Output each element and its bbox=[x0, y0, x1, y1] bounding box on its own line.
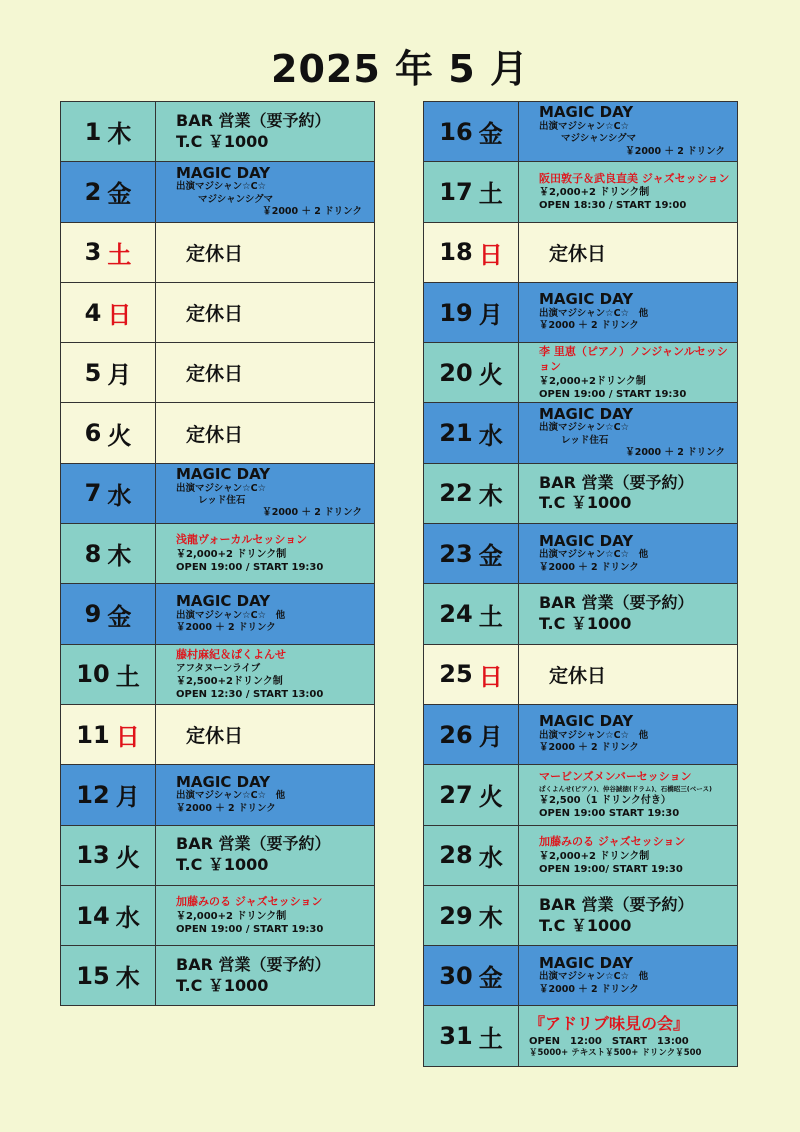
price: ￥2,000+2 ドリンク制 bbox=[539, 850, 650, 862]
closed-label: 定休日 bbox=[186, 242, 244, 265]
day-number: 23 bbox=[439, 539, 473, 568]
event-title: 加藤みのる ジャズセッション bbox=[176, 895, 323, 909]
date-cell bbox=[61, 223, 156, 282]
event-cell bbox=[519, 524, 737, 583]
schedule-row bbox=[60, 342, 375, 403]
day-number: 14 bbox=[76, 901, 110, 930]
price: ￥2000 ＋ 2 ドリンク bbox=[176, 802, 276, 814]
date-cell bbox=[424, 283, 519, 342]
weekday: 木 bbox=[107, 120, 132, 149]
event-title: 加藤みのる ジャズセッション bbox=[539, 834, 686, 848]
event-title: BAR 営業（要予約） bbox=[176, 110, 331, 130]
day-number: 13 bbox=[76, 841, 110, 870]
weekday: 土 bbox=[107, 240, 132, 269]
event-charge: T.C ￥1000 bbox=[176, 855, 269, 875]
date-cell bbox=[61, 343, 156, 402]
date-cell bbox=[424, 886, 519, 945]
date-cell bbox=[424, 705, 519, 764]
event-title: MAGIC DAY bbox=[539, 531, 634, 550]
closed-label: 定休日 bbox=[186, 423, 244, 446]
event-title: 李 里恵（ピアノ）ノンジャンルセッション bbox=[539, 344, 728, 373]
schedule-column-right bbox=[423, 101, 738, 1067]
date-cell bbox=[424, 464, 519, 523]
day-number: 12 bbox=[76, 780, 110, 809]
weekday: 水 bbox=[478, 421, 503, 450]
schedule-row bbox=[423, 945, 738, 1006]
date-cell bbox=[424, 946, 519, 1005]
event-cell bbox=[156, 464, 374, 523]
event-title: MAGIC DAY bbox=[539, 103, 634, 122]
event-title: MAGIC DAY bbox=[176, 465, 271, 484]
price: ￥2000 ＋ 2 ドリンク bbox=[262, 507, 362, 519]
day-number: 9 bbox=[84, 600, 102, 629]
day-number: 17 bbox=[439, 177, 473, 206]
open-start-time: OPEN 19:00 / START 19:30 bbox=[539, 388, 687, 400]
event-title: BAR 営業（要予約） bbox=[539, 472, 694, 492]
event-cell bbox=[156, 645, 374, 704]
price: ￥2,000+2 ドリンク制 bbox=[176, 910, 287, 922]
weekday: 火 bbox=[478, 361, 503, 390]
price: ￥2000 ＋ 2 ドリンク bbox=[262, 205, 362, 217]
closed-label: 定休日 bbox=[186, 303, 244, 326]
performers: 出演マジシャン☆C☆ bbox=[176, 181, 267, 193]
weekday: 日 bbox=[478, 662, 503, 691]
schedule-row bbox=[423, 704, 738, 765]
schedule-row bbox=[60, 523, 375, 584]
event-cell bbox=[519, 1006, 737, 1065]
performers: 出演マジシャン☆C☆ 他 bbox=[176, 609, 286, 621]
day-number: 4 bbox=[84, 298, 102, 327]
event-cell bbox=[156, 886, 374, 945]
date-cell bbox=[61, 584, 156, 643]
price: ￥2,000+2 ドリンク制 bbox=[539, 187, 650, 199]
event-cell bbox=[519, 584, 737, 643]
price: ￥5000+ テキスト￥500+ ドリンク￥500 bbox=[529, 1047, 702, 1058]
schedule-row bbox=[60, 222, 375, 283]
date-cell bbox=[61, 705, 156, 764]
open-start-time: OPEN 19:00 / START 19:30 bbox=[176, 923, 324, 935]
price: ￥2,000+2 ドリンク制 bbox=[176, 549, 287, 561]
price: ￥2000 ＋ 2 ドリンク bbox=[539, 320, 639, 332]
schedule-row bbox=[60, 101, 375, 162]
open-start-time: OPEN 12:00 START 13:00 bbox=[529, 1035, 689, 1047]
event-cell bbox=[519, 403, 737, 462]
event-cell bbox=[519, 223, 737, 282]
schedule-row bbox=[60, 764, 375, 825]
event-cell bbox=[519, 765, 737, 824]
event-title: MAGIC DAY bbox=[539, 712, 634, 731]
performer-name: レッド住石 bbox=[561, 434, 609, 446]
event-cell bbox=[156, 403, 374, 462]
day-number: 10 bbox=[76, 660, 110, 689]
schedule-row bbox=[423, 825, 738, 886]
event-cell bbox=[156, 223, 374, 282]
event-cell bbox=[156, 705, 374, 764]
schedule-row bbox=[60, 402, 375, 463]
schedule-row bbox=[423, 1005, 738, 1066]
price: ￥2000 ＋ 2 ドリンク bbox=[625, 145, 725, 157]
performers: 出演マジシャン☆C☆ 他 bbox=[176, 790, 286, 802]
performers: 出演マジシャン☆C☆ 他 bbox=[539, 549, 649, 561]
day-number: 6 bbox=[84, 419, 102, 448]
event-subtitle: アフタヌーンライブ bbox=[176, 662, 261, 674]
schedule-row bbox=[60, 704, 375, 765]
date-cell bbox=[424, 1006, 519, 1065]
weekday: 水 bbox=[107, 481, 132, 510]
open-start-time: OPEN 19:00/ START 19:30 bbox=[539, 863, 683, 875]
weekday: 水 bbox=[115, 904, 140, 932]
weekday: 金 bbox=[107, 602, 132, 631]
date-cell bbox=[61, 524, 156, 583]
schedule-row bbox=[423, 463, 738, 524]
event-title: 阪田敦子＆武良直美 ジャズセッション bbox=[539, 171, 730, 185]
date-cell bbox=[61, 464, 156, 523]
price: ￥2,500（1 ドリンク付き） bbox=[539, 794, 671, 806]
event-cell bbox=[519, 343, 737, 402]
event-charge: T.C ￥1000 bbox=[539, 614, 632, 634]
event-cell bbox=[156, 283, 374, 342]
event-title: BAR 営業（要予約） bbox=[176, 955, 331, 974]
date-cell bbox=[61, 162, 156, 221]
performers: 出演マジシャン☆C☆ 他 bbox=[539, 730, 649, 742]
schedule-column-left bbox=[60, 101, 375, 1006]
event-cell bbox=[156, 584, 374, 643]
event-charge: T.C ￥1000 bbox=[176, 975, 269, 995]
price: ￥2000 ＋ 2 ドリンク bbox=[539, 742, 639, 754]
performers: 出演マジシャン☆C☆ 他 bbox=[539, 308, 649, 320]
date-cell bbox=[61, 946, 156, 1005]
event-cell bbox=[156, 826, 374, 885]
weekday: 月 bbox=[115, 783, 140, 812]
event-title: MAGIC DAY bbox=[176, 591, 271, 610]
event-charge: T.C ￥1000 bbox=[539, 493, 632, 513]
day-number: 16 bbox=[439, 117, 473, 146]
date-cell bbox=[424, 343, 519, 402]
event-cell bbox=[519, 826, 737, 885]
event-cell bbox=[156, 162, 374, 221]
schedule-row bbox=[423, 523, 738, 584]
weekday: 月 bbox=[107, 361, 132, 390]
day-number: 24 bbox=[439, 600, 473, 629]
closed-label: 定休日 bbox=[186, 725, 244, 748]
performers: 出演マジシャン☆C☆ bbox=[539, 422, 630, 434]
date-cell bbox=[424, 645, 519, 704]
event-title: MAGIC DAY bbox=[176, 772, 271, 791]
weekday: 木 bbox=[107, 542, 132, 571]
price: ￥2000 ＋ 2 ドリンク bbox=[539, 561, 639, 573]
event-cell bbox=[519, 464, 737, 523]
schedule-row bbox=[423, 885, 738, 946]
schedule-row bbox=[423, 402, 738, 463]
weekday: 日 bbox=[115, 723, 140, 752]
schedule-row bbox=[423, 222, 738, 283]
event-cell bbox=[156, 343, 374, 402]
date-cell bbox=[61, 102, 156, 161]
date-cell bbox=[61, 403, 156, 462]
day-number: 1 bbox=[84, 117, 102, 146]
performers: 出演マジシャン☆C☆ 他 bbox=[539, 971, 649, 983]
event-cell bbox=[156, 765, 374, 824]
day-number: 27 bbox=[439, 780, 473, 809]
date-cell bbox=[424, 223, 519, 282]
weekday: 水 bbox=[478, 843, 503, 872]
schedule-row bbox=[423, 583, 738, 644]
performers: 出演マジシャン☆C☆ bbox=[539, 121, 630, 132]
event-cell bbox=[519, 946, 737, 1005]
day-number: 28 bbox=[439, 841, 473, 870]
date-cell bbox=[424, 102, 519, 161]
schedule-row bbox=[60, 945, 375, 1006]
schedule-row bbox=[423, 764, 738, 825]
day-number: 25 bbox=[439, 660, 473, 689]
weekday: 火 bbox=[478, 783, 503, 812]
price: ￥2000 ＋ 2 ドリンク bbox=[539, 983, 639, 995]
event-title: MAGIC DAY bbox=[539, 404, 634, 423]
weekday: 火 bbox=[115, 843, 140, 872]
weekday: 金 bbox=[478, 120, 503, 149]
day-number: 2 bbox=[84, 177, 102, 206]
event-cell bbox=[519, 283, 737, 342]
weekday: 月 bbox=[478, 723, 503, 752]
price: ￥2000 ＋ 2 ドリンク bbox=[176, 621, 276, 633]
page-title: 2025 年 5 月 bbox=[271, 47, 529, 91]
weekday: 木 bbox=[478, 904, 503, 932]
event-title: BAR 営業（要予約） bbox=[176, 834, 331, 854]
day-number: 18 bbox=[439, 238, 473, 267]
schedule-row bbox=[423, 342, 738, 403]
open-start-time: OPEN 18:30 / START 19:00 bbox=[539, 200, 687, 212]
event-title: MAGIC DAY bbox=[176, 163, 271, 182]
event-subtitle: ぱくよんせ(ピアノ)、仲谷誠徳(ドラム)、石橋昭三(ベース) bbox=[539, 785, 712, 794]
event-title: MAGIC DAY bbox=[539, 953, 634, 972]
day-number: 8 bbox=[84, 539, 102, 568]
event-cell bbox=[519, 162, 737, 221]
date-cell bbox=[61, 645, 156, 704]
performer-name: レッド住石 bbox=[198, 495, 246, 507]
day-number: 31 bbox=[439, 1022, 473, 1051]
event-cell bbox=[519, 645, 737, 704]
schedule-row bbox=[423, 282, 738, 343]
closed-label: 定休日 bbox=[186, 363, 244, 386]
event-title: BAR 営業（要予約） bbox=[539, 894, 694, 914]
schedule-row bbox=[423, 644, 738, 705]
price: ￥2,000+2ドリンク制 bbox=[539, 375, 646, 387]
event-cell bbox=[519, 705, 737, 764]
date-cell bbox=[424, 584, 519, 643]
performers: 出演マジシャン☆C☆ bbox=[176, 482, 267, 494]
event-cell bbox=[519, 102, 737, 161]
schedule-row bbox=[60, 583, 375, 644]
closed-label: 定休日 bbox=[549, 664, 607, 687]
day-number: 19 bbox=[439, 298, 473, 327]
date-cell bbox=[61, 826, 156, 885]
day-number: 26 bbox=[439, 720, 473, 749]
weekday: 日 bbox=[478, 240, 503, 269]
schedule-row bbox=[60, 885, 375, 946]
day-number: 30 bbox=[439, 961, 473, 990]
day-number: 21 bbox=[439, 419, 473, 448]
open-start-time: OPEN 12:30 / START 13:00 bbox=[176, 688, 324, 700]
day-number: 20 bbox=[439, 358, 473, 387]
event-cell bbox=[156, 102, 374, 161]
date-cell bbox=[424, 765, 519, 824]
schedule-row bbox=[60, 463, 375, 524]
date-cell bbox=[61, 765, 156, 824]
weekday: 月 bbox=[478, 301, 503, 330]
event-charge: T.C ￥1000 bbox=[539, 915, 632, 935]
date-cell bbox=[424, 403, 519, 462]
open-start-time: OPEN 19:00 / START 19:30 bbox=[176, 562, 324, 574]
performer-name: マジシャンシグマ bbox=[561, 133, 637, 145]
event-cell bbox=[519, 886, 737, 945]
weekday: 金 bbox=[478, 964, 503, 993]
weekday: 日 bbox=[107, 301, 132, 330]
event-charge: T.C ￥1000 bbox=[176, 131, 269, 151]
event-title: BAR 営業（要予約） bbox=[539, 593, 694, 613]
event-cell bbox=[156, 524, 374, 583]
date-cell bbox=[424, 524, 519, 583]
date-cell bbox=[61, 283, 156, 342]
weekday: 金 bbox=[478, 542, 503, 571]
weekday: 木 bbox=[115, 964, 140, 993]
price: ￥2,500+2ドリンク制 bbox=[176, 675, 283, 687]
weekday: 金 bbox=[107, 180, 132, 209]
performer-name: マジシャンシグマ bbox=[198, 193, 274, 205]
open-start-time: OPEN 19:00 START 19:30 bbox=[539, 807, 680, 819]
day-number: 7 bbox=[84, 479, 102, 508]
schedule-row bbox=[60, 282, 375, 343]
schedule-row bbox=[423, 101, 738, 162]
schedule-row bbox=[60, 161, 375, 222]
price: ￥2000 ＋ 2 ドリンク bbox=[625, 447, 725, 459]
date-cell bbox=[61, 886, 156, 945]
event-title: 藤村麻紀＆ぱくよんせ bbox=[176, 647, 286, 661]
day-number: 29 bbox=[439, 901, 473, 930]
event-title: マービンズメンバーセッション bbox=[539, 770, 692, 784]
day-number: 22 bbox=[439, 479, 473, 508]
day-number: 3 bbox=[84, 238, 102, 267]
weekday: 土 bbox=[115, 662, 140, 691]
schedule-row bbox=[60, 644, 375, 705]
day-number: 5 bbox=[84, 358, 102, 387]
weekday: 土 bbox=[478, 602, 503, 631]
event-title: 『アドリブ味見の会』 bbox=[529, 1014, 690, 1034]
day-number: 15 bbox=[76, 961, 110, 990]
weekday: 土 bbox=[478, 180, 503, 209]
event-title: 浅龍ヴォーカルセッション bbox=[176, 533, 308, 547]
closed-label: 定休日 bbox=[549, 242, 607, 265]
schedule-row bbox=[60, 825, 375, 886]
weekday: 土 bbox=[478, 1024, 503, 1053]
event-cell bbox=[156, 946, 374, 1005]
date-cell bbox=[424, 826, 519, 885]
date-cell bbox=[424, 162, 519, 221]
event-title: MAGIC DAY bbox=[539, 290, 634, 309]
day-number: 11 bbox=[76, 720, 110, 749]
weekday: 木 bbox=[478, 481, 503, 510]
weekday: 火 bbox=[107, 421, 132, 450]
schedule-row bbox=[423, 161, 738, 222]
